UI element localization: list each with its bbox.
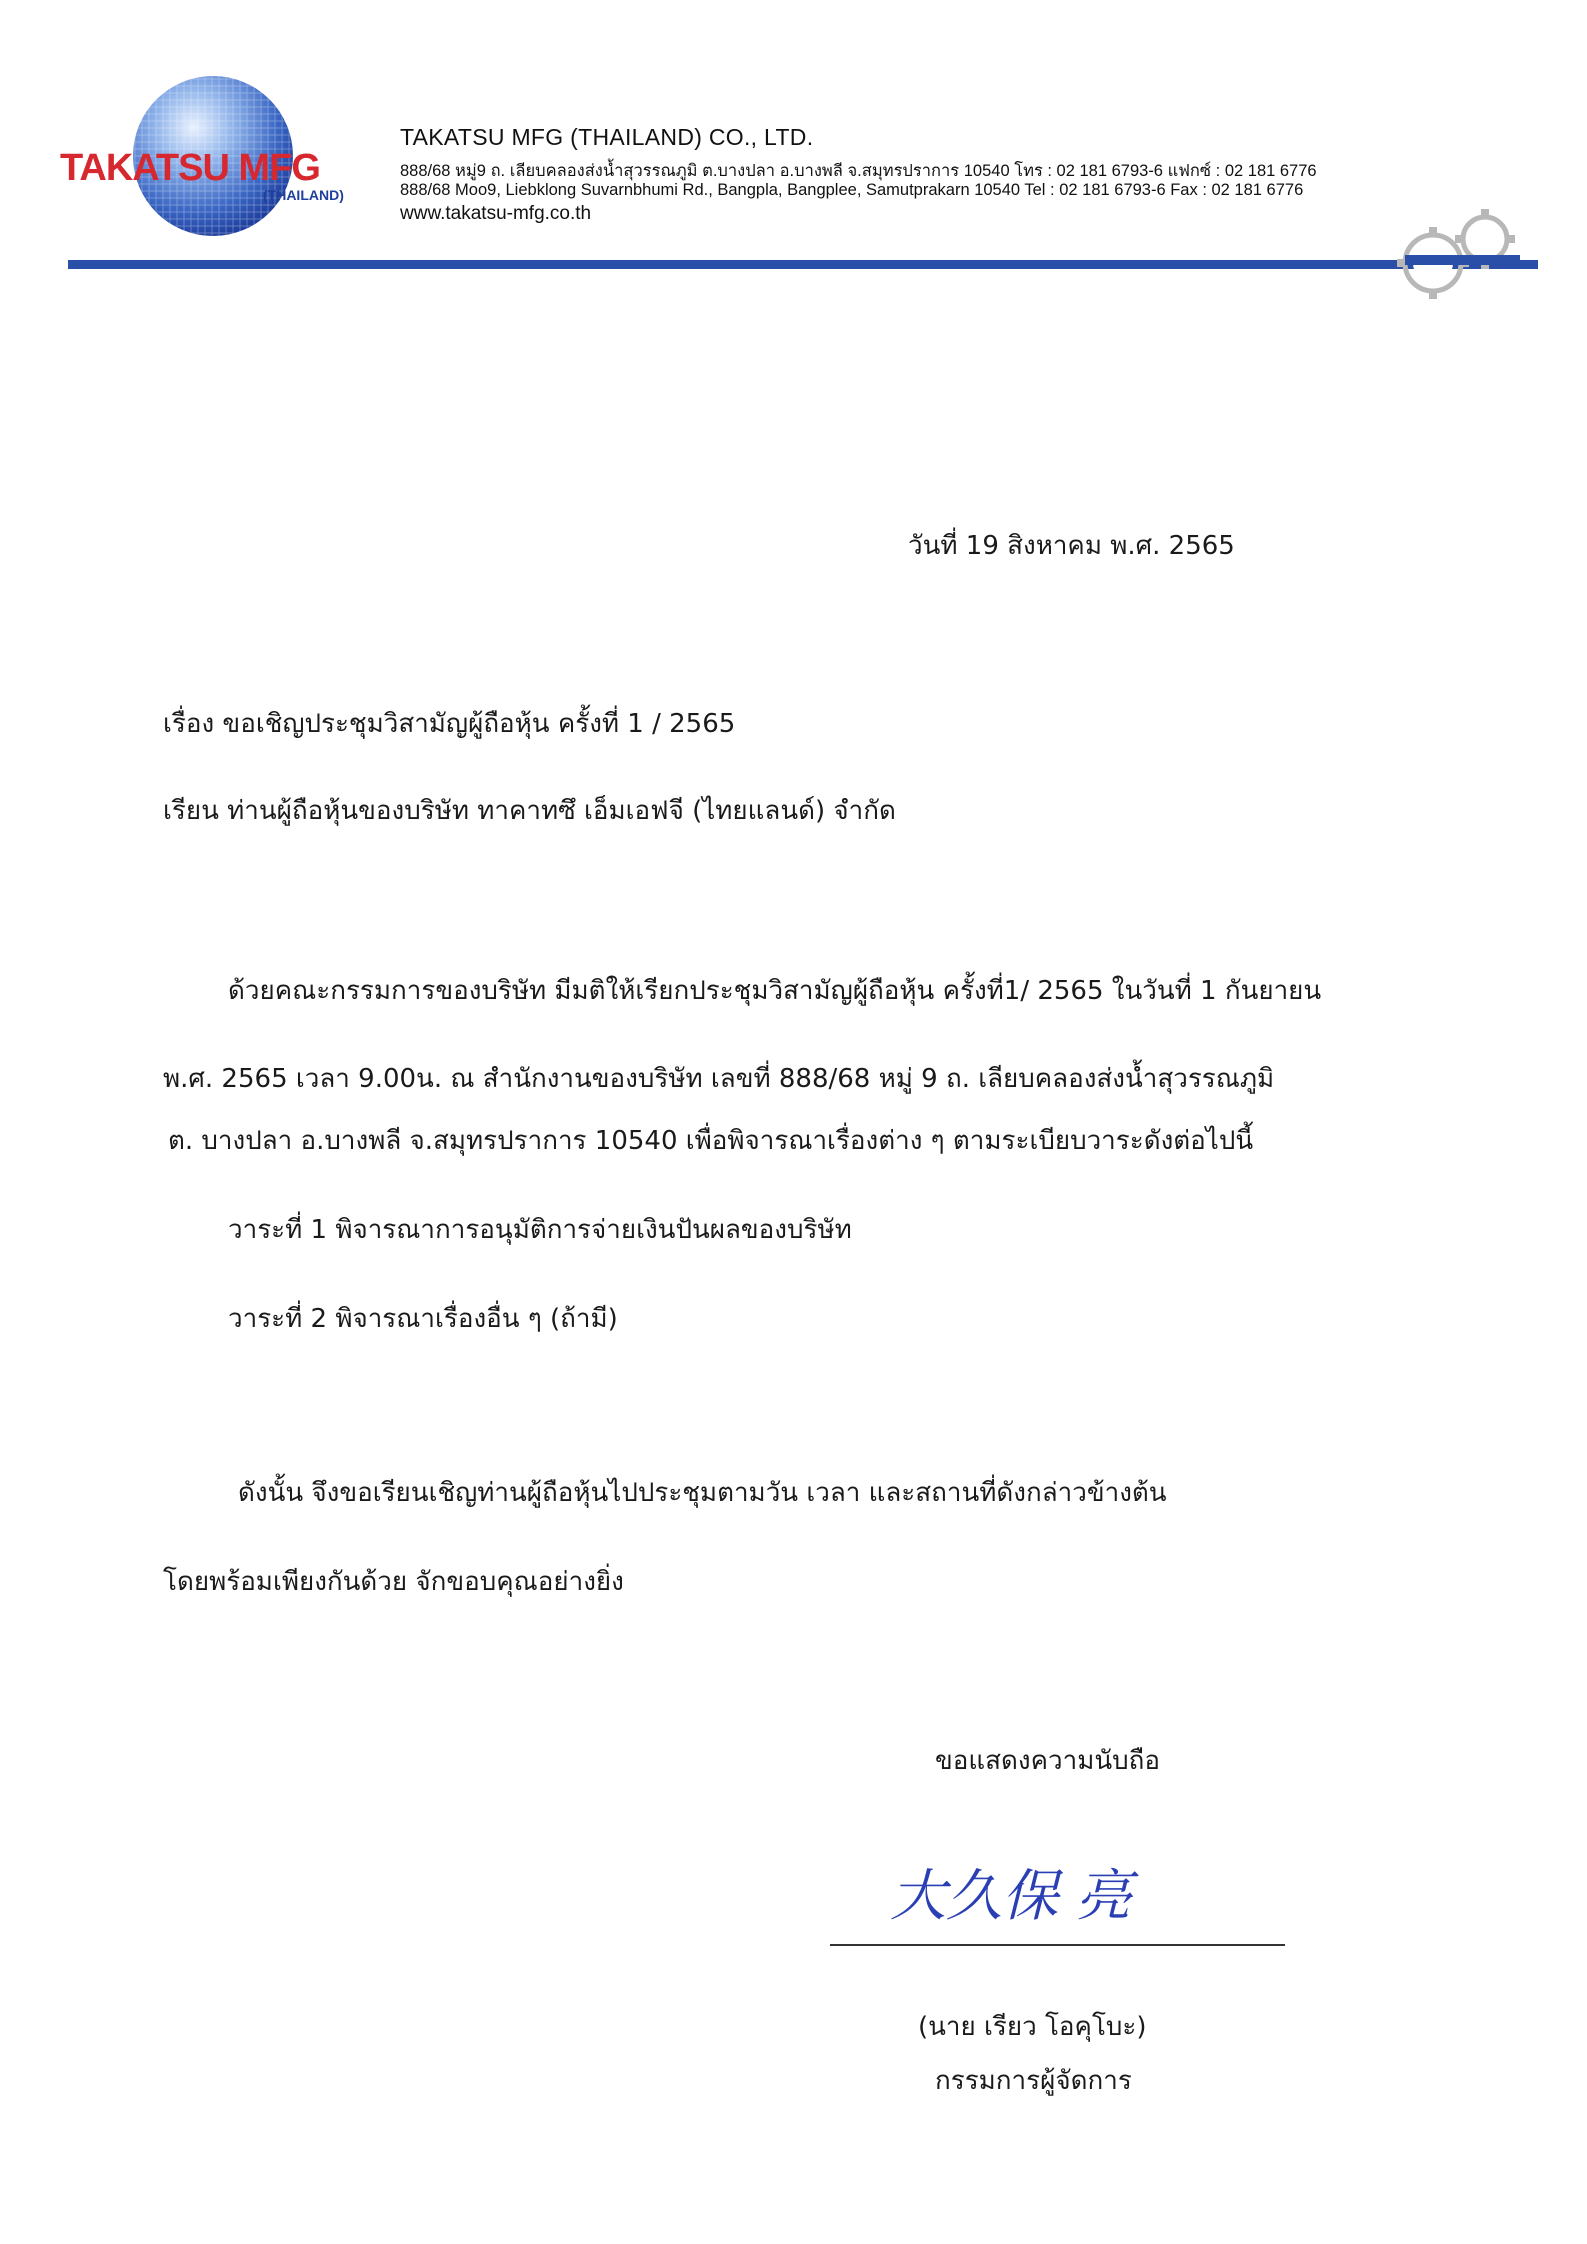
- paragraph-line: ดังนั้น จึงขอเรียนเชิญท่านผู้ถือหุ้นไปประชุมตามวัน เวลา และสถานที่ดังกล่าวข้างต้น: [238, 1478, 1167, 1508]
- company-address-english: 888/68 Moo9, Liebklong Suvarnbhumi Rd., Bangpla, Bangplee, Samutprakarn 10540 Tel : 02 181 6793-6 Fax : 02 181 6776: [400, 181, 1304, 199]
- letter-date: วันที่ 19 สิงหาคม พ.ศ. 2565: [908, 531, 1235, 561]
- company-name: TAKATSU MFG (THAILAND) CO., LTD.: [400, 124, 814, 150]
- letter-recipient: เรียน ท่านผู้ถือหุ้นของบริษัท ทาคาทซึ เอ็มเอฟจี (ไทยแลนด์) จำกัด: [163, 796, 896, 826]
- company-address-thai: 888/68 หมู่9 ถ. เลียบคลองส่งน้ำสุวรรณภูมิ ต.บางปลา อ.บางพลี จ.สมุทรปราการ 10540 โทร : 02 181 6793-6 แฟกซ์ : 02 181 6776: [400, 162, 1317, 180]
- paragraph-line: ด้วยคณะกรรมการของบริษัท มีมติให้เรียกประชุมวิสามัญผู้ถือหุ้น ครั้งที่1/ 2565 ในวันที่ 1 กันยายน: [228, 976, 1322, 1006]
- gear-icon: [1385, 205, 1520, 305]
- signer-title: กรรมการผู้จัดการ: [935, 2066, 1132, 2096]
- company-website: www.takatsu-mfg.co.th: [400, 203, 592, 224]
- agenda-item-1: วาระที่ 1 พิจารณาการอนุมัติการจ่ายเงินปันผลของบริษัท: [228, 1215, 852, 1245]
- letter-subject: เรื่อง ขอเชิญประชุมวิสามัญผู้ถือหุ้น ครั้งที่ 1 / 2565: [163, 709, 736, 739]
- company-logo: [58, 72, 378, 242]
- signature: [880, 1845, 1180, 1935]
- letter-closing: ขอแสดงความนับถือ: [935, 1746, 1160, 1776]
- signer-name: (นาย เรียว โอคุโบะ): [918, 2012, 1147, 2042]
- paragraph-line: พ.ศ. 2565 เวลา 9.00น. ณ สำนักงานของบริษัท เลขที่ 888/68 หมู่ 9 ถ. เลียบคลองส่งน้ำสุวรรณภูมิ: [163, 1064, 1275, 1094]
- logo-wordmark: TAKATSU MFG: [60, 147, 320, 189]
- paragraph-line: โดยพร้อมเพียงกันด้วย จักขอบคุณอย่างยิ่ง: [163, 1567, 624, 1597]
- signature-text: 大久保 亮: [890, 1864, 1132, 1929]
- paragraph-line: ต. บางปลา อ.บางพลี จ.สมุทรปราการ 10540 เพื่อพิจารณาเรื่องต่าง ๆ ตามระเบียบวาระดังต่อไปนี้: [168, 1126, 1254, 1156]
- signature-line: [830, 1944, 1285, 1946]
- agenda-item-2: วาระที่ 2 พิจารณาเรื่องอื่น ๆ (ถ้ามี): [228, 1304, 618, 1334]
- header-rule: [68, 258, 1538, 270]
- logo-subtext: (THAILAND): [263, 187, 344, 203]
